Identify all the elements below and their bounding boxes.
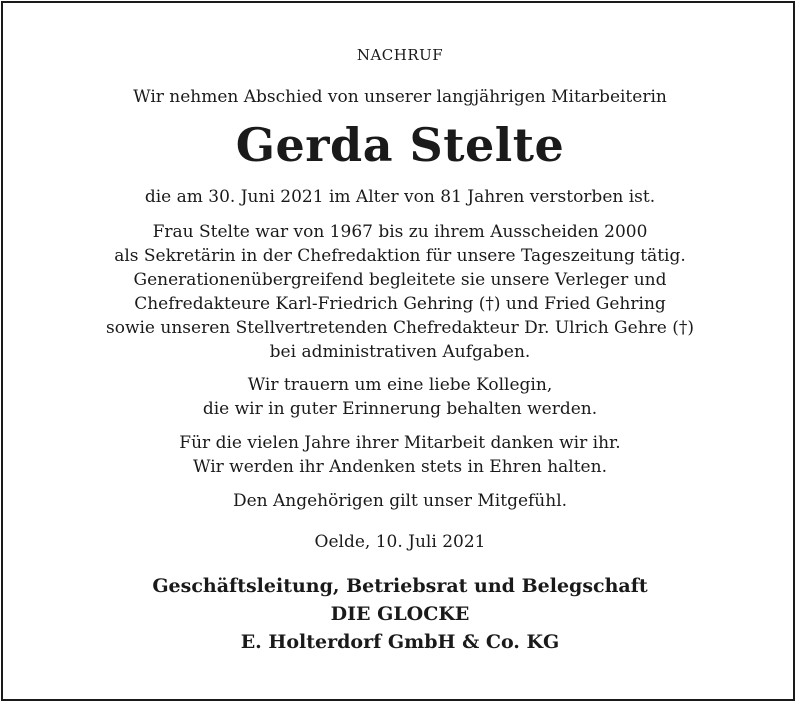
career-line: Generationenübergreifend begleitete sie unsere Verleger und xyxy=(133,270,667,290)
place-date: Oelde, 10. Juli 2021 xyxy=(314,532,486,552)
mourning-paragraph xyxy=(0,373,800,421)
mourning-line: die wir in guter Erinnerung behalten werden. xyxy=(202,399,598,419)
career-line: Chefredakteure Karl-Friedrich Gehring (†) und Fried Gehring xyxy=(134,294,666,314)
gratitude-line: Für die vielen Jahre ihrer Mitarbeit danken wir ihr. xyxy=(179,433,621,453)
intro-text: Wir nehmen Abschied von unserer langjährigen Mitarbeiterin xyxy=(133,87,667,107)
signer-line: Geschäftsleitung, Betriebsrat und Belegschaft xyxy=(152,575,648,597)
gratitude-paragraph xyxy=(0,431,800,479)
signer-line: DIE GLOCKE xyxy=(330,603,470,625)
career-line: Frau Stelte war von 1967 bis zu ihrem Ausscheiden 2000 xyxy=(152,222,648,242)
career-line: sowie unseren Stellvertretenden Chefredakteur Dr. Ulrich Gehre (†) xyxy=(105,318,695,338)
death-date-text: die am 30. Juni 2021 im Alter von 81 Jahren verstorben ist. xyxy=(144,187,656,207)
signer-line: E. Holterdorf GmbH & Co. KG xyxy=(240,631,560,653)
gratitude-line: Wir werden ihr Andenken stets in Ehren halten. xyxy=(193,457,607,477)
career-line: als Sekretärin in der Chefredaktion für unsere Tageszeitung tätig. xyxy=(114,246,686,266)
condolence-paragraph xyxy=(0,489,800,513)
career-line: bei administrativen Aufgaben. xyxy=(269,342,531,362)
signers-block xyxy=(0,572,800,656)
condolence-line: Den Angehörigen gilt unser Mitgefühl. xyxy=(232,491,568,511)
career-paragraph xyxy=(0,220,800,364)
deceased-name: Gerda Stelte xyxy=(235,118,565,172)
mourning-line: Wir trauern um eine liebe Kollegin, xyxy=(247,375,553,395)
notice-heading: NACHRUF xyxy=(356,46,444,64)
